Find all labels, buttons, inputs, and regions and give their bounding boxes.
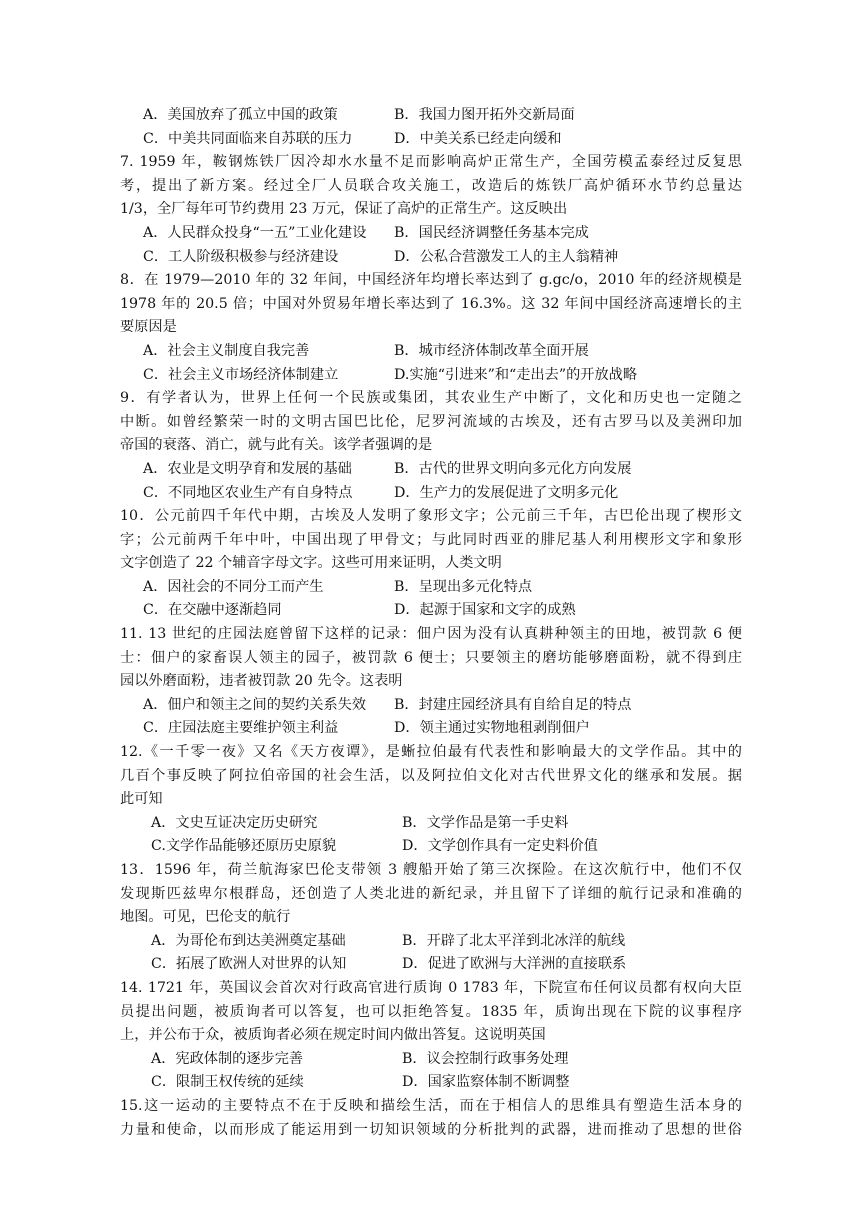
answer-option: C．社会主义市场经济体制建立 — [143, 366, 339, 383]
question-text-line: 帝国的衰落、消亡，就与此有关。该学者强调的是 — [120, 437, 433, 454]
answer-option: D．促进了欧洲与大洋洲的直接联系 — [402, 956, 627, 973]
question-text-line: 士：佃户的家畜误人领主的园子，被罚款 6 便士；只要领主的磨坊能够磨面粉，就不得到庄 — [120, 649, 742, 666]
answer-options-row — [120, 222, 742, 246]
question-text-line: 7. 1959 年，鞍钢炼铁厂因冷却水水量不足而影响高炉正常生产，全国劳模孟泰经过反复思 — [120, 154, 742, 171]
answer-option: A．为哥伦布到达美洲奠定基础 — [151, 932, 346, 949]
answer-option: D．国家监察体制不断调整 — [402, 1074, 570, 1091]
answer-option: D．公私合营激发工人的主人翁精神 — [394, 248, 619, 265]
answer-option: B．封建庄园经济具有自给自足的特点 — [394, 696, 632, 713]
answer-options-row — [120, 1048, 742, 1072]
answer-option: A．人民群众投身“一五”工业化建设 — [143, 224, 367, 241]
question-text-line: 几百个事反映了阿拉伯帝国的社会生活，以及阿拉伯文化对古代世界文化的继承和发展。据 — [120, 767, 742, 784]
answer-option: B．文学作品是第一手史料 — [402, 814, 569, 831]
question-text-line: 员提出问题，被质询者可以答复，也可以拒绝答复。1835 年，质询出现在下院的议事程序 — [120, 1003, 742, 1020]
answer-option: D．文学创作具有一定史料价值 — [402, 838, 598, 855]
answer-option: B．城市经济体制改革全面开展 — [394, 342, 589, 359]
answer-option: A．美国放弃了孤立中国的政策 — [143, 107, 338, 123]
answer-option: D．领主通过实物地租剥削佃户 — [394, 720, 590, 737]
answer-options-row — [120, 694, 742, 718]
answer-option: B．古代的世界文明向多元化方向发展 — [394, 460, 632, 477]
answer-options-row — [120, 835, 742, 859]
question-text-line: 15.这一运动的主要特点不在于反映和描绘生活，而在于相信人的思维具有塑造生活本身的 — [120, 1097, 742, 1114]
answer-option: C.文学作品能够还原历史原貌 — [151, 838, 337, 855]
answer-options-row — [120, 458, 742, 482]
question-text-line: 13．1596 年，荷兰航海家巴伦支带领 3 艘船开始了第三次探险。在这次航行中，他们不仅 — [120, 862, 742, 878]
answer-option: C．不同地区农业生产有自身特点 — [143, 484, 353, 501]
answer-options-row — [120, 1071, 742, 1095]
answer-option: A．因社会的不同分工而产生 — [143, 578, 324, 595]
answer-option: B．议会控制行政事务处理 — [402, 1050, 569, 1067]
question-text-line: 发现斯匹兹卑尔根群岛，还创造了人类北进的新纪录，并且留下了详细的航行记录和准确的 — [120, 885, 742, 902]
question-text-line: 14. 1721 年，英国议会首次对行政高官进行质询 0 1783 年，下院宣布任何议员都有权向大臣 — [120, 979, 742, 996]
answer-options-row — [120, 364, 742, 388]
answer-option: C．工人阶级积极参与经济建设 — [143, 248, 339, 265]
answer-options-row — [120, 104, 742, 128]
question-text-line: 9．有学者认为，世界上任何一个民族或集团，其农业生产中断了，文化和历史也一定随之 — [120, 390, 742, 407]
answer-option: C．在交融中逐渐趋同 — [143, 602, 282, 619]
question-text-line: 10．公元前四千年代中期，古埃及人发明了象形文字；公元前三千年，古巴伦出现了楔形文 — [120, 508, 742, 525]
answer-option: D．中美关系已经走向缓和 — [394, 130, 562, 147]
question-text-line: 园以外磨面粉，违者被罚款 20 先令。这表明 — [120, 673, 403, 690]
answer-option: C．庄园法庭主要维护领主利益 — [143, 720, 339, 737]
question-text-line: 考，提出了新方案。经过全厂人员联合攻关施工，改造后的炼铁厂高炉循环水节约总量达 — [120, 177, 742, 194]
answer-options-row — [120, 576, 742, 600]
answer-option: B．呈现出多元化特点 — [394, 578, 533, 595]
question-text-line: 字；公元前两千年中叶，中国出现了甲骨文；与此同时西亚的腓尼基人利用楔形文字和象形 — [120, 531, 742, 548]
answer-option: D．起源于国家和文字的成熟 — [394, 602, 576, 619]
answer-option: B．国民经济调整任务基本完成 — [394, 224, 589, 241]
answer-options-row — [120, 953, 742, 977]
answer-option: C．中美共同面临来自苏联的压力 — [143, 130, 353, 147]
question-text-line: 1/3，全厂每年可节约费用 23 万元，保证了高炉的正常生产。这反映出 — [120, 201, 568, 218]
question-text-line: 此可知 — [120, 791, 163, 808]
answer-options-row — [120, 599, 742, 623]
answer-options-row — [120, 128, 742, 152]
question-text-line: 地图。可见，巴伦支的航行 — [120, 909, 291, 926]
question-text-line: 中断。如曾经繁荣一时的文明古国巴比伦，尼罗河流域的古埃及，还有古罗马以及美洲印加 — [120, 413, 742, 430]
question-text-line: 力量和使命，以而形成了能运用到一切知识领域的分析批判的武器，进而推动了思想的世俗 — [120, 1121, 742, 1138]
answer-option: B．我国力图开拓外交新局面 — [394, 107, 575, 123]
answer-option: D．生产力的发展促进了文明多元化 — [394, 484, 619, 501]
answer-option: C．限制王权传统的延续 — [151, 1074, 304, 1091]
answer-option: A．农业是文明孕育和发展的基础 — [143, 460, 352, 477]
answer-options-row — [120, 930, 742, 954]
answer-option: A．佃户和领主之间的契约关系失效 — [143, 696, 367, 713]
answer-options-row — [120, 717, 742, 741]
question-text-line: 12.《一千零一夜》又名《天方夜谭》，是蜥拉伯最有代表性和影响最大的文学作品。其中的 — [120, 744, 742, 761]
answer-options-row — [120, 812, 742, 836]
question-text-line: 8．在 1979—2010 年的 32 年间，中国经济年均增长率达到了 g.gc/o，2010 年的经济规模是 — [120, 272, 742, 289]
answer-option: A．文史互证决定历史研究 — [151, 814, 318, 831]
answer-options-row — [120, 246, 742, 270]
answer-options-row — [120, 482, 742, 506]
answer-options-row — [120, 340, 742, 364]
answer-option: B．开辟了北太平洋到北冰洋的航线 — [402, 932, 626, 949]
question-text-line: 11. 13 世纪的庄园法庭曾留下这样的记录：佃户因为没有认真耕种领主的田地，被罚款 6 便 — [120, 626, 742, 643]
question-text-line: 上，并公布于众，被质询者必须在规定时间内做出答复。这说明英国 — [120, 1027, 546, 1044]
answer-option: C．拓展了欧洲人对世界的认知 — [151, 956, 347, 973]
question-text-line: 1978 年的 20.5 倍；中国对外贸易年增长率达到了 16.3%。这 32 年间中国经济高速增长的主 — [120, 295, 742, 312]
question-text-line: 要原因是 — [120, 319, 177, 336]
question-text-line: 文字创造了 22 个辅音字母文字。这些可用来证明，人类文明 — [120, 555, 502, 572]
question-body — [120, 104, 742, 1142]
answer-option: D.实施“引进来”和“走出去”的开放战略 — [394, 366, 638, 383]
answer-option: A．社会主义制度自我完善 — [143, 342, 310, 359]
answer-option: A．宪政体制的逐步完善 — [151, 1050, 304, 1067]
